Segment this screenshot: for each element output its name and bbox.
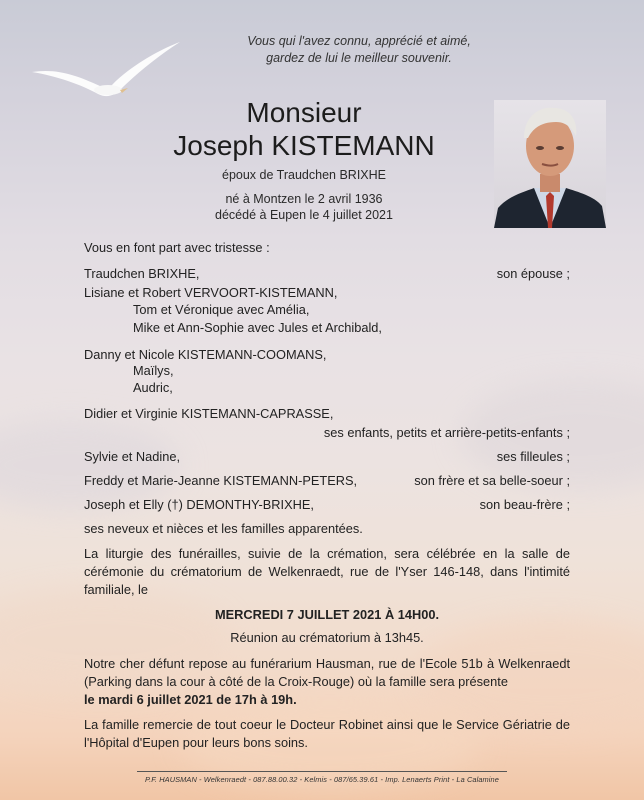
family-relation: ses filleules ; <box>496 449 570 464</box>
family-relation: son beau-frère ; <box>479 497 570 512</box>
family-name: Tom et Véronique avec Amélia, <box>133 302 310 317</box>
verse-line-2: gardez de lui le meilleur souvenir. <box>266 51 452 65</box>
family-name: Danny et Nicole KISTEMANN-COOMANS, <box>84 347 327 362</box>
footer-divider <box>137 771 507 772</box>
family-name: Lisiane et Robert VERVOORT-KISTEMANN, <box>84 285 338 300</box>
viewing-time: le mardi 6 juillet 2021 de 17h à 19h. <box>84 692 297 707</box>
family-name: Joseph et Elly (†) DEMONTHY-BRIXHE, <box>84 497 314 512</box>
birth-line: né à Montzen le 2 avril 1936 <box>225 192 383 206</box>
funeral-text: La liturgie des funérailles, suivie de la crémation, sera célébrée en la salle de cérémonie du crématorium de Welkenraedt, rue de l'Yser 146-148, dans l'intimité familiale, le <box>84 546 570 597</box>
deceased-title <box>150 96 458 162</box>
family-relation: ses enfants, petits et arrière-petits-enfants ; <box>323 425 570 440</box>
thanks-text: La famille remercie de tout coeur le Docteur Robinet ainsi que le Service Gériatrie de l'Hôpital d'Eupen pour leurs bons soins. <box>84 717 570 750</box>
family-name: Sylvie et Nadine, <box>84 449 181 464</box>
family-name: Audric, <box>133 380 173 395</box>
family-name: Mike et Ann-Sophie avec Jules et Archibald, <box>133 320 382 335</box>
family-name: Didier et Virginie KISTEMANN-CAPRASSE, <box>84 406 334 421</box>
meeting-time: Réunion au crématorium à 13h45. <box>230 630 424 645</box>
verse-line-1: Vous qui l'avez connu, apprécié et aimé, <box>247 34 471 48</box>
viewing-text <box>84 655 570 709</box>
intro-text: Vous en font part avec tristesse : <box>84 240 270 255</box>
salutation: Monsieur <box>246 97 362 128</box>
family-name: Traudchen BRIXHE, <box>84 266 200 281</box>
footer-credits: P.F. HAUSMAN - Welkenraedt - 087.88.00.32 - Kelmis - 087/65.39.61 - Imp. Lenaerts Print - La Calamine <box>145 775 499 784</box>
funeral-date: MERCREDI 7 JUILLET 2021 À 14H00. <box>214 607 440 622</box>
family-relation: son épouse ; <box>496 266 570 281</box>
family-name: Freddy et Marie-Jeanne KISTEMANN-PETERS, <box>84 473 358 488</box>
viewing-details: Notre cher défunt repose au funérarium Hausman, rue de l'Ecole 51b à Welkenraedt (Parking dans la cour à côté de la Croix-Rouge) où la famille sera présente <box>84 656 570 689</box>
family-name: ses neveux et nièces et les familles apparentées. <box>84 521 363 536</box>
spouse-line: époux de Traudchen BRIXHE <box>222 168 386 182</box>
death-line: décédé à Eupen le 4 juillet 2021 <box>215 208 393 222</box>
family-name: Maïlys, <box>133 363 174 378</box>
deceased-name: Joseph KISTEMANN <box>173 130 435 161</box>
memorial-verse <box>214 33 504 67</box>
portrait-photo <box>494 100 606 228</box>
family-relation: son frère et sa belle-soeur ; <box>414 473 570 488</box>
